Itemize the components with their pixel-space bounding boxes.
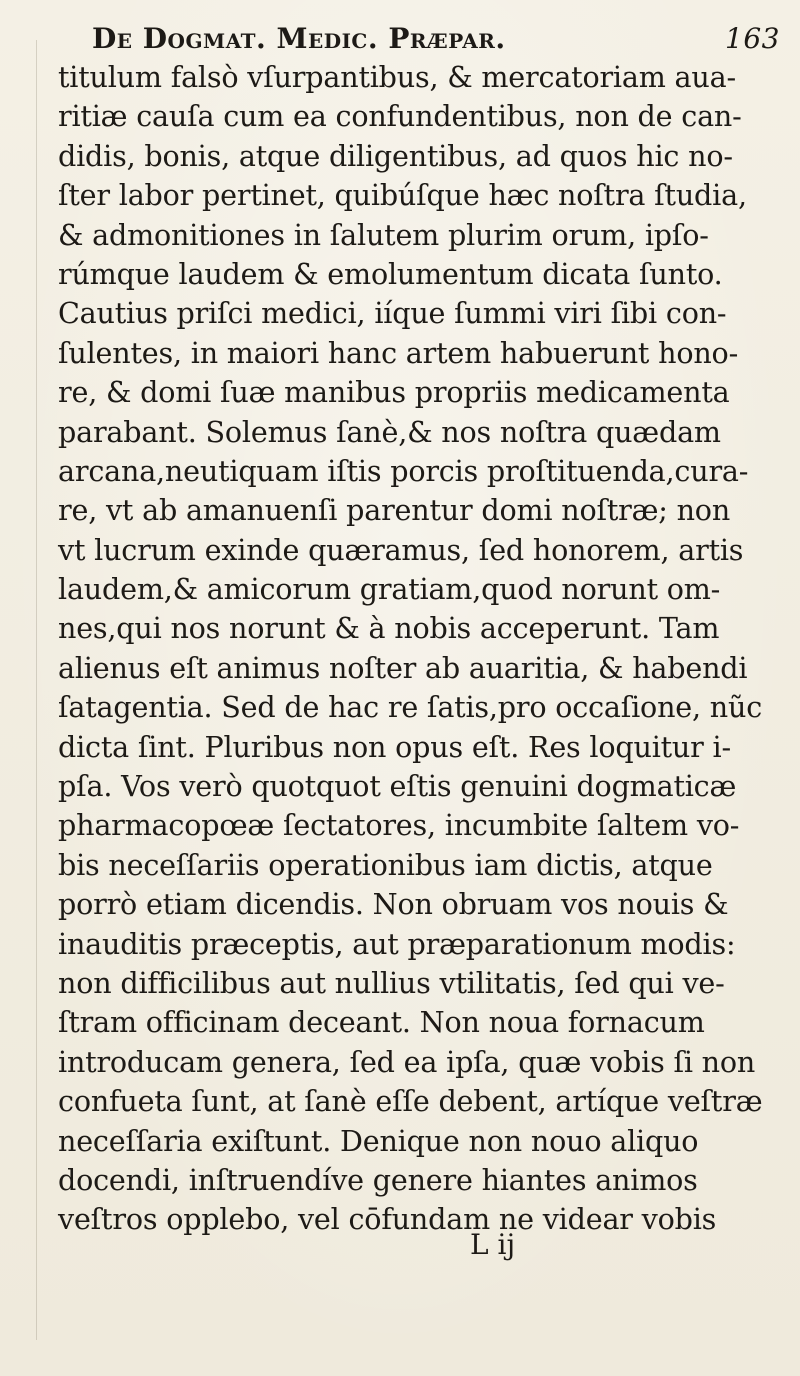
text-line: alienus eſt animus noſter ab auaritia, & habendi <box>58 650 748 685</box>
text-line: rúmque laudem & emolumentum dicata ſunto. <box>58 256 723 291</box>
text-line: bis neceſſariis operationibus iam dictis, atque <box>58 847 713 882</box>
text-line: veſtros opplebo, vel cōfundam ne videar vobis <box>58 1202 717 1237</box>
text-line: ritiæ cauſa cum ea confundentibus, non de can- <box>58 99 742 134</box>
text-line: ſatagentia. Sed de hac re ſatis,pro occaſione, nũc <box>58 690 763 725</box>
text-line: ſtram officinam deceant. Non noua fornacum <box>58 1005 705 1040</box>
text-line: laudem,& amicorum gratiam,quod norunt om- <box>58 572 721 607</box>
page-edge-crease <box>36 40 37 1340</box>
text-line: pharmacopœæ ſectatores, incumbite ſaltem vo- <box>58 808 740 843</box>
text-line: confueta ſunt, at ſanè eſſe debent, artíque veſtræ <box>58 1084 763 1119</box>
text-line: vt lucrum exinde quæramus, ſed honorem, artis <box>58 532 744 567</box>
text-line: Cautius priſci medici, iíque ſummi viri ſibi con- <box>58 296 727 331</box>
text-line: ſulentes, in maiori hanc artem habuerunt hono- <box>58 335 739 370</box>
text-line: re, vt ab amanuenſi parentur domi noſtræ; non <box>58 493 731 528</box>
text-line: pſa. Vos verò quotquot eſtis genuini dogmaticæ <box>58 769 737 804</box>
text-line: re, & domi ſuæ manibus propriis medicamenta <box>58 375 730 410</box>
running-head: De Dogmat. Medic. Præpar. <box>92 22 506 55</box>
body-text <box>58 58 763 1240</box>
text-line: parabant. Solemus ſanè,& nos noſtra quædam <box>58 414 721 449</box>
text-line: & admonitiones in ſalutem plurim orum, ipſo- <box>58 217 709 252</box>
text-line: porrò etiam dicendis. Non obruam vos nouis & <box>58 887 729 922</box>
text-line: introducam genera, ſed ea ipſa, quæ vobis ſi non <box>58 1044 756 1079</box>
text-line: neceſſaria exiſtunt. Denique non nouo aliquo <box>58 1123 699 1158</box>
signature-mark: L ij <box>470 1228 516 1261</box>
text-line: docendi, inſtruendíve genere hiantes animos <box>58 1162 698 1197</box>
text-line: non difficilibus aut nullius vtilitatis, ſed qui ve- <box>58 965 725 1000</box>
page-header <box>92 14 788 58</box>
page-number: 163 <box>725 22 780 55</box>
text-line: nes,qui nos norunt & à nobis acceperunt. Tam <box>58 611 720 646</box>
text-line: arcana,neutiquam iſtis porcis proſtituenda,cura- <box>58 453 749 488</box>
text-line: inauditis præceptis, aut præparationum modis: <box>58 926 736 961</box>
text-line: titulum falsò vſurpantibus, & mercatoriam aua- <box>58 60 736 94</box>
text-line: dicta ſint. Pluribus non opus eſt. Res loquitur i- <box>58 729 731 764</box>
text-line: didis, bonis, atque diligentibus, ad quos hic no- <box>58 138 733 173</box>
text-line: ſter labor pertinet, quibúſque hæc noſtra ſtudia, <box>58 178 747 213</box>
